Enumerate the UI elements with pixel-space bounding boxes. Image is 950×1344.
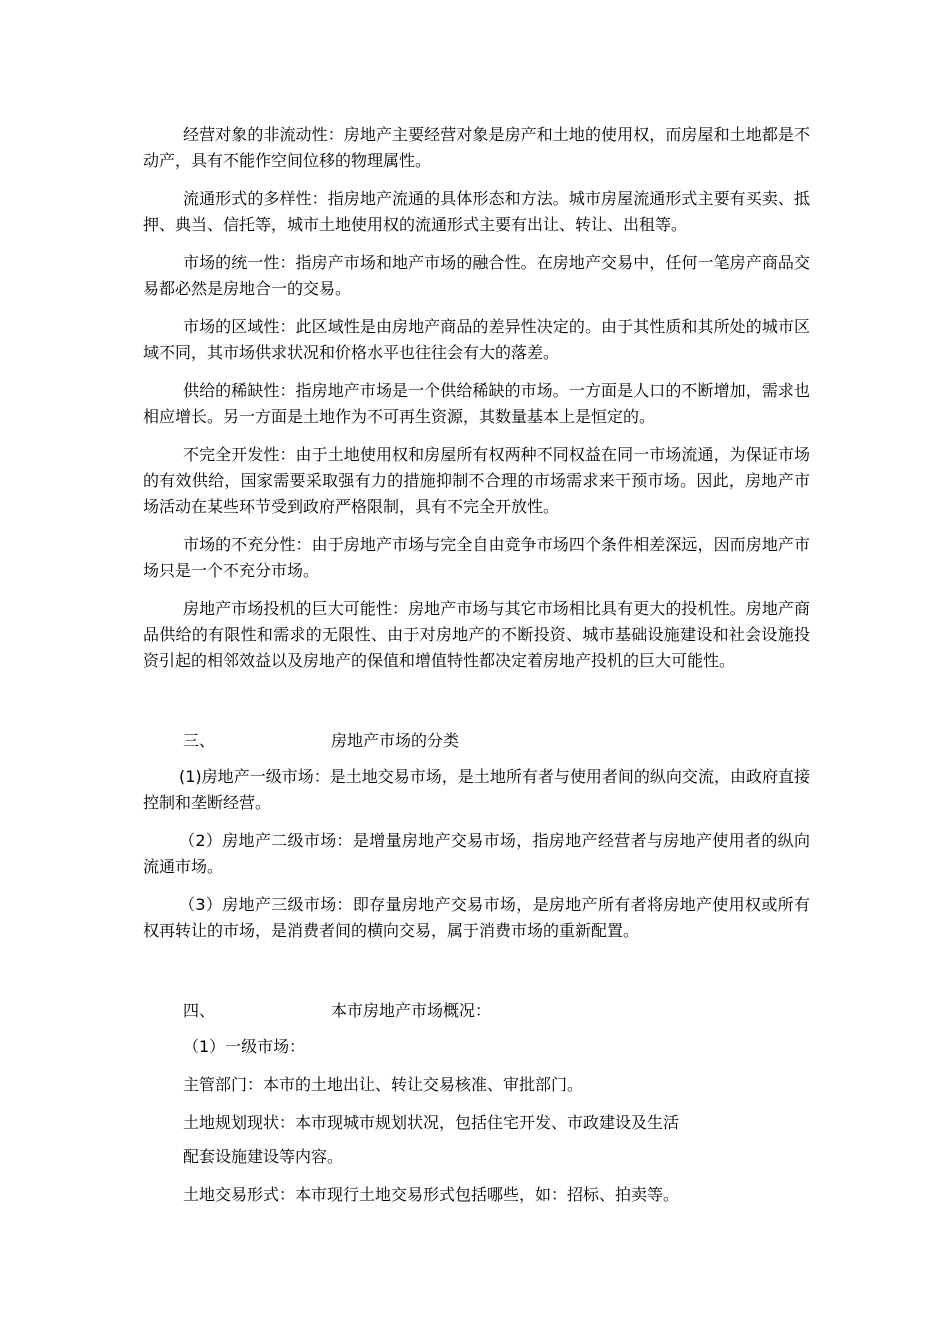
section-heading-local-overview	[183, 998, 810, 1024]
paragraph-supply-scarcity: 供给的稀缺性：指房地产市场是一个供给稀缺的市场。一方面是人口的不断增加，需求也相应增长。另一方面是土地作为不可再生资源，其数量基本上是恒定的。	[143, 381, 810, 426]
document-page	[143, 122, 810, 1220]
paragraph-circulation-diversity: 流通形式的多样性：指房地产流通的具体形态和方法。城市房屋流通形式主要有买卖、抵押、典当、信托等，城市土地使用权的流通形式主要有出让、转让、出租等。	[143, 189, 810, 234]
line-transaction-forms: 土地交易形式：本市现行土地交易形式包括哪些，如：招标、拍卖等。	[183, 1185, 680, 1204]
list-item-primary-market: (1)房地产一级市场：是土地交易市场，是土地所有者与使用者间的纵向交流，由政府直接控制和垄断经营。	[143, 767, 810, 812]
section-number: 四、	[183, 1001, 216, 1020]
section-title: 本市房地产市场概况：	[331, 1001, 492, 1020]
paragraph-market-insufficiency: 市场的不充分性：由于房地产市场与完全自由竞争市场四个条件相差深远，因而房地产市场只是一个不充分市场。	[143, 535, 810, 580]
paragraph-non-liquidity: 经营对象的非流动性：房地产主要经营对象是房产和土地的使用权，而房屋和土地都是不动产，具有不能作空间位移的物理属性。	[143, 125, 810, 170]
line-planning-status: 土地规划现状：本市现城市规划状况，包括住宅开发、市政建设及生活	[183, 1113, 680, 1132]
section-title: 房地产市场的分类	[331, 731, 460, 750]
line-authority: 主管部门：本市的土地出让、转让交易核准、审批部门。	[183, 1075, 584, 1094]
list-item-tertiary-market: （3）房地产三级市场：即存量房地产交易市场，是房地产所有者将房地产使用权或所有权再转让的市场，是消费者间的横向交易，属于消费市场的重新配置。	[143, 895, 810, 940]
section-heading-classification	[183, 728, 810, 754]
paragraph-speculation-possibility: 房地产市场投机的巨大可能性：房地产市场与其它市场相比具有更大的投机性。房地产商品供给的有限性和需求的无限性、由于对房地产的不断投资、城市基础设施建设和社会设施投资引起的相邻效益以及房地产的保值和增值特性都决定着房地产投机的巨大可能性。	[143, 599, 810, 670]
paragraph-market-unity: 市场的统一性：指房产市场和地产市场的融合性。在房地产交易中，任何一笔房产商品交易都必然是房地合一的交易。	[143, 253, 810, 298]
subheading-primary-market: （1）一级市场：	[183, 1037, 306, 1056]
line-planning-status-continued: 配套设施建设等内容。	[183, 1147, 344, 1166]
paragraph-incomplete-openness: 不完全开发性：由于土地使用权和房屋所有权两种不同权益在同一市场流通，为保证市场的有效供给，国家需要采取强有力的措施抑制不合理的市场需求来干预市场。因此，房地产市场活动在某些环节受到政府严格限制，具有不完全开放性。	[143, 445, 810, 516]
section-number: 三、	[183, 731, 216, 750]
paragraph-market-regionality: 市场的区域性：此区域性是由房地产商品的差异性决定的。由于其性质和其所处的城市区域不同，其市场供求状况和价格水平也往往会有大的落差。	[143, 317, 810, 362]
list-item-secondary-market: （2）房地产二级市场：是增量房地产交易市场，指房地产经营者与房地产使用者的纵向流通市场。	[143, 831, 810, 876]
